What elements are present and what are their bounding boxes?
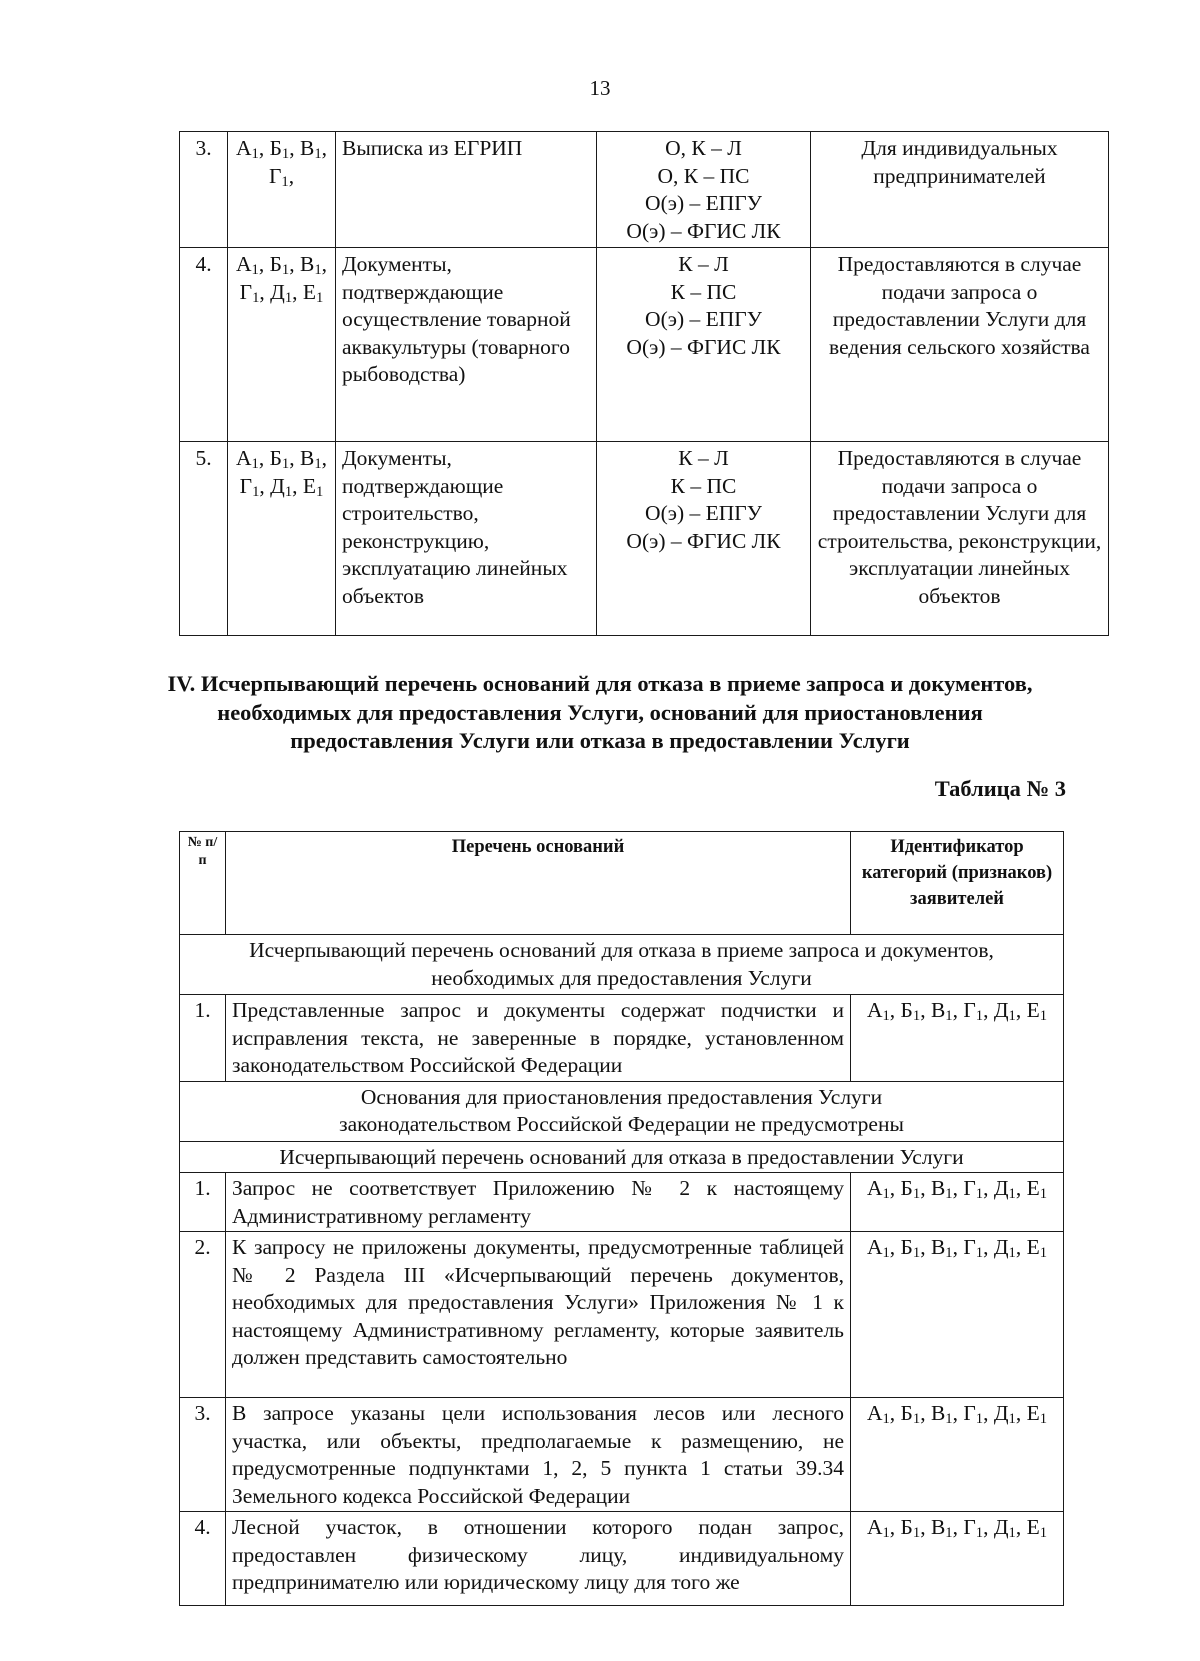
- section-title: Исчерпывающий перечень оснований для отказа в предоставлении Услуги: [180, 1141, 1064, 1173]
- header-applicant-ids: Идентификатор категорий (признаков) заявителей: [851, 832, 1064, 935]
- section-row: [180, 1081, 1064, 1141]
- delivery-method: О(э) – ЕПГУ: [645, 307, 762, 331]
- reason-text-clipped: Лесной участок, в отношении которого подан запрос, предоставлен физическому лицу, индивидуальному предпринимателю или юридическому лицу для того же: [232, 1515, 844, 1594]
- reason-text: К запросу не приложены документы, предусмотренные таблицей № 2 Раздела III «Исчерпывающий перечень документов, необходимых для предоставления Услуги» Приложения № 1 к настоящему Административному регламенту, которые заявитель должен представить самостоятельно: [226, 1232, 851, 1398]
- table-row: [180, 1232, 1064, 1398]
- reason-text: Запрос не соответствует Приложению № 2 к настоящему Административному регламенту: [226, 1173, 851, 1232]
- delivery-methods: [597, 442, 811, 636]
- row-number: 1.: [180, 995, 226, 1082]
- applicant-categories: $А_1$, $Б_1$, $В_1$, $Г_1$, $Д_1$, $Е_1$: [228, 442, 336, 636]
- delivery-method: К – ПС: [670, 279, 737, 304]
- table-row: [180, 1512, 1064, 1606]
- refusal-grounds-table: [179, 831, 1064, 1606]
- applicant-ids: $А_1$, $Б_1$, $В_1$, $Г_1$, $Д_1$, $Е_1$: [851, 1512, 1064, 1606]
- delivery-method: К – ПС: [670, 473, 737, 498]
- header-number: № п/п: [180, 832, 226, 935]
- delivery-method: О(э) – ЕПГУ: [645, 501, 762, 525]
- delivery-method: О(э) – ФГИС ЛК: [626, 334, 781, 359]
- delivery-method: О(э) – ФГИС ЛК: [626, 218, 781, 243]
- delivery-methods: [597, 132, 811, 248]
- delivery-method: О(э) – ЕПГУ: [645, 191, 762, 215]
- applicant-categories: $А_1$, $Б_1$, $В_1$, $Г_1$, $Д_1$, $Е_1$: [228, 248, 336, 442]
- header-reasons: Перечень оснований: [226, 832, 851, 935]
- document-name: Документы, подтверждающие осуществление товарной аквакультуры (товарного рыбоводства): [336, 248, 597, 442]
- documents-table-continued: [179, 131, 1109, 636]
- document-note: Предоставляются в случае подачи запроса о предоставлении Услуги для строительства, реконструкции, эксплуатации линейных объектов: [811, 442, 1109, 636]
- page-number: 13: [589, 76, 611, 100]
- row-number: 4.: [180, 248, 228, 442]
- delivery-method: О, К – ПС: [657, 163, 750, 188]
- table-row: [180, 248, 1109, 442]
- delivery-method: К – Л: [678, 446, 729, 470]
- table-caption: Таблица № 3: [934, 776, 1066, 801]
- table-header-row: [180, 832, 1064, 935]
- delivery-method: О(э) – ФГИС ЛК: [626, 528, 781, 553]
- document-note: Предоставляются в случае подачи запроса о предоставлении Услуги для ведения сельского хозяйства: [811, 248, 1109, 442]
- table-row: [180, 1398, 1064, 1512]
- delivery-methods: [597, 248, 811, 442]
- document-note: Для индивидуальных предпринимателей: [811, 132, 1109, 248]
- row-number: 5.: [180, 442, 228, 636]
- delivery-method: К – Л: [678, 252, 729, 276]
- table-row: [180, 132, 1109, 248]
- row-number: 3.: [180, 1398, 226, 1512]
- section-heading: IV. Исчерпывающий перечень оснований для отказа в приеме запроса и документов, необходимых для предоставления Услуги, оснований для приостановления предоставления Услуги или отказа в предоставлении Услуги: [167, 671, 1033, 753]
- document-name: Выписка из ЕГРИП: [336, 132, 597, 248]
- section-row: [180, 935, 1064, 995]
- table-row: [180, 1173, 1064, 1232]
- applicant-ids: $А_1$, $Б_1$, $В_1$, $Г_1$, $Д_1$, $Е_1$: [851, 1232, 1064, 1398]
- applicant-ids: $А_1$, $Б_1$, $В_1$, $Г_1$, $Д_1$, $Е_1$: [851, 1173, 1064, 1232]
- row-number: 2.: [180, 1232, 226, 1398]
- applicant-categories: $А_1$, $Б_1$, $В_1$, $Г_1$,: [228, 132, 336, 248]
- row-number: 4.: [180, 1512, 226, 1606]
- table-row: [180, 442, 1109, 636]
- row-number: 1.: [180, 1173, 226, 1232]
- section-title: Основания для приостановления предоставления Услуги законодательством Российской Федерации не предусмотрены: [180, 1081, 1064, 1141]
- document-name: Документы, подтверждающие строительство, реконструкцию, эксплуатацию линейных объектов: [336, 442, 597, 636]
- applicant-ids: $А_1$, $Б_1$, $В_1$, $Г_1$, $Д_1$, $Е_1$: [851, 1398, 1064, 1512]
- applicant-ids: $А_1$, $Б_1$, $В_1$, $Г_1$, $Д_1$, $Е_1$: [851, 995, 1064, 1082]
- table-row: [180, 995, 1064, 1082]
- row-number: 3.: [180, 132, 228, 248]
- section-title: Исчерпывающий перечень оснований для отказа в приеме запроса и документов, необходимых для предоставления Услуги: [180, 935, 1064, 995]
- reason-text: Представленные запрос и документы содержат подчистки и исправления текста, не заверенные в порядке, установленном законодательством Российской Федерации: [226, 995, 851, 1082]
- reason-text: [226, 1512, 851, 1606]
- reason-text: В запросе указаны цели использования лесов или лесного участка, или объекты, предполагаемые к размещению, не предусмотренные подпунктами 1, 2, 5 пункта 1 статьи 39.34 Земельного кодекса Российской Федерации: [226, 1398, 851, 1512]
- delivery-method: О, К – Л: [665, 136, 742, 160]
- section-row: [180, 1141, 1064, 1173]
